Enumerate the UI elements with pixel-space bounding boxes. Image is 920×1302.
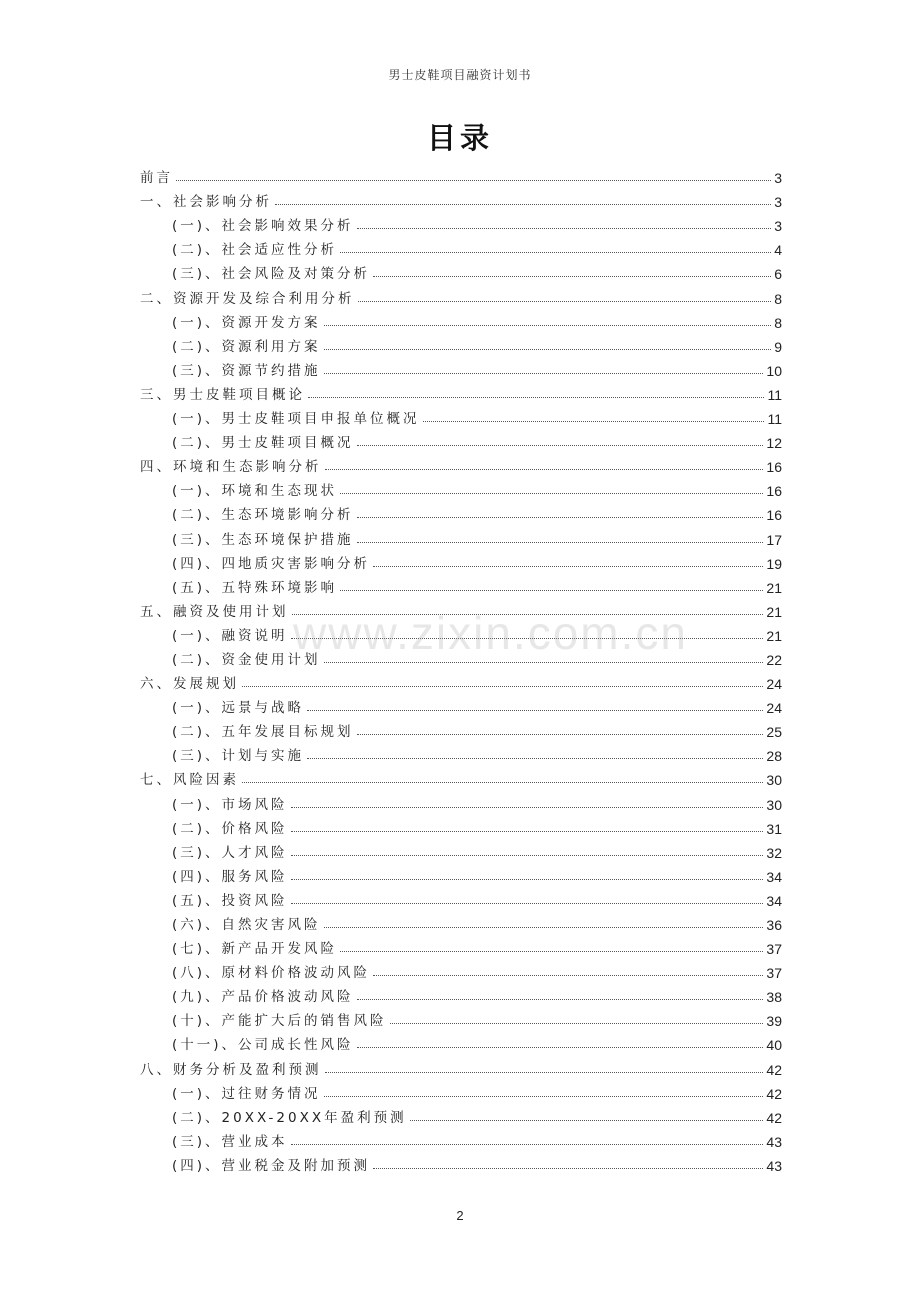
toc-entry-label: (二)、资源利用方案 [172,338,321,355]
toc-entry-label: (七)、新产品开发风险 [172,941,338,958]
toc-entry-page: 9 [774,338,782,355]
toc-entry-page: 34 [766,892,782,909]
toc-dot-leader [410,1120,764,1121]
toc-entry-page: 21 [766,579,782,596]
toc-entry-label: (一)、融资说明 [172,627,288,644]
toc-dot-leader [324,927,764,928]
toc-entry[interactable] [140,837,782,861]
toc-entry-label: (四)、服务风险 [172,868,288,885]
toc-entry-page: 4 [774,242,782,259]
toc-entry-label: (三)、计划与实施 [172,748,305,765]
toc-entry[interactable] [140,234,782,258]
toc-entry-page: 30 [766,772,782,789]
toc-entry[interactable] [140,258,782,282]
toc-entry-label: (二)、生态环境影响分析 [172,507,354,524]
toc-entry-label: (二)、男士皮鞋项目概况 [172,435,354,452]
toc-dot-leader [357,734,764,735]
toc-entry-page: 21 [766,603,782,620]
toc-dot-leader [357,228,772,229]
toc-entry-page: 11 [767,386,782,403]
toc-entry[interactable] [140,933,782,957]
toc-entry[interactable] [140,1053,782,1077]
toc-entry-page: 28 [766,748,782,765]
toc-dot-leader [176,180,771,181]
toc-entry[interactable] [140,692,782,716]
toc-dot-leader [307,710,763,711]
toc-entry-page: 25 [766,724,782,741]
toc-dot-leader [291,807,764,808]
toc-entry-label: 五、融资及使用计划 [140,603,289,620]
toc-entry-page: 42 [766,1061,782,1078]
toc-entry-page: 42 [766,1109,782,1126]
toc-entry[interactable] [140,307,782,331]
toc-entry-page: 24 [766,676,782,693]
toc-entry-label: (一)、远景与战略 [172,700,305,717]
toc-entry-label: (三)、营业成本 [172,1133,288,1150]
toc-dot-leader [340,493,763,494]
toc-entry-page: 21 [766,627,782,644]
toc-entry-label: (一)、环境和生态现状 [172,483,338,500]
toc-entry-page: 8 [774,314,782,331]
toc-dot-leader [373,566,763,567]
toc-entry[interactable] [140,331,782,355]
toc-entry[interactable] [140,885,782,909]
toc-dot-leader [357,542,764,543]
toc-entry-label: (二)、五年发展目标规划 [172,724,354,741]
toc-entry[interactable] [140,427,782,451]
toc-dot-leader [291,831,764,832]
toc-dot-leader [357,517,764,518]
toc-entry[interactable] [140,1029,782,1053]
toc-entry-page: 3 [774,218,782,235]
toc-entry-label: (四)、营业税金及附加预测 [172,1157,371,1174]
toc-entry[interactable] [140,813,782,837]
toc-entry[interactable] [140,1078,782,1102]
toc-entry[interactable] [140,957,782,981]
toc-entry[interactable] [140,355,782,379]
toc-dot-leader [242,782,763,783]
toc-entry-label: (一)、市场风险 [172,796,288,813]
toc-entry-label: (三)、人才风险 [172,844,288,861]
toc-dot-leader [307,758,763,759]
toc-entry-label: (一)、过往财务情况 [172,1085,321,1102]
toc-entry-label: (一)、男士皮鞋项目申报单位概况 [172,411,420,428]
toc-dot-leader [275,204,771,205]
toc-entry-page: 34 [766,868,782,885]
toc-entry[interactable] [140,451,782,475]
toc-entry[interactable] [140,548,782,572]
toc-entry[interactable] [140,716,782,740]
toc-dot-leader [340,252,771,253]
toc-entry-page: 17 [766,531,782,548]
toc-entry[interactable] [140,282,782,306]
toc-dot-leader [324,325,772,326]
toc-entry-page: 16 [766,483,782,500]
toc-entry-label: 二、资源开发及综合利用分析 [140,290,355,307]
toc-entry-page: 43 [766,1133,782,1150]
toc-entry-label: 七、风险因素 [140,772,239,789]
toc-entry-page: 31 [766,820,782,837]
toc-entry-label: 前言 [140,170,173,187]
toc-dot-leader [242,686,763,687]
toc-entry-label: (一)、资源开发方案 [172,314,321,331]
toc-entry[interactable] [140,909,782,933]
toc-entry-page: 8 [774,290,782,307]
toc-dot-leader [324,373,764,374]
toc-entry[interactable] [140,499,782,523]
toc-entry-page: 22 [766,651,782,668]
toc-entry-page: 43 [766,1157,782,1174]
toc-entry-label: (五)、投资风险 [172,892,288,909]
toc-entry-label: (五)、五特殊环境影响 [172,579,338,596]
toc-entry-label: (二)、20XX-20XX年盈利预测 [172,1109,407,1126]
toc-entry[interactable] [140,1150,782,1174]
toc-dot-leader [324,1096,764,1097]
toc-entry[interactable] [140,572,782,596]
toc-entry[interactable] [140,1005,782,1029]
toc-entry-page: 3 [774,194,782,211]
toc-dot-leader [325,469,764,470]
toc-entry-label: (十)、产能扩大后的销售风险 [172,1013,387,1030]
toc-entry-label: (四)、四地质灾害影响分析 [172,555,371,572]
toc-entry-label: (六)、自然灾害风险 [172,917,321,933]
toc-entry-label: (二)、价格风险 [172,820,288,837]
toc-entry[interactable] [140,475,782,499]
running-header: 男士皮鞋项目融资计划书 [388,68,532,82]
toc-entry-label: (二)、社会适应性分析 [172,242,338,259]
toc-entry-page: 30 [766,796,782,813]
toc-entry-label: (八)、原材料价格波动风险 [172,965,371,982]
toc-entry-page: 10 [766,362,782,379]
toc-dot-leader [423,421,765,422]
toc-dot-leader [358,301,772,302]
toc-entry[interactable] [140,788,782,812]
toc-entry-page: 11 [767,411,782,428]
toc-entry-page: 37 [766,965,782,982]
toc-dot-leader [373,276,771,277]
toc-entry-page: 38 [766,989,782,1006]
toc-dot-leader [373,975,763,976]
table-of-contents [140,162,782,1174]
toc-entry-label: 一、社会影响分析 [140,194,272,211]
toc-entry-page: 39 [766,1013,782,1030]
toc-entry[interactable] [140,403,782,427]
toc-entry[interactable] [140,861,782,885]
toc-entry-label: (三)、生态环境保护措施 [172,531,354,548]
page-number: 2 [456,1208,464,1223]
toc-entry-page: 24 [766,700,782,717]
toc-entry-label: (九)、产品价格波动风险 [172,989,354,1006]
toc-entry[interactable] [140,379,782,403]
toc-entry[interactable] [140,210,782,234]
toc-entry-label: 三、男士皮鞋项目概论 [140,386,305,403]
toc-entry[interactable] [140,668,782,692]
toc-entry-label: (三)、资源节约措施 [172,362,321,379]
toc-entry-page: 3 [774,170,782,187]
toc-entry[interactable] [140,162,782,186]
toc-entry-page: 12 [766,435,782,452]
toc-entry-page: 6 [774,266,782,283]
toc-entry-page: 36 [766,917,782,933]
toc-dot-leader [340,951,763,952]
toc-dot-leader [357,445,764,446]
toc-dot-leader [390,1023,764,1024]
toc-entry-page: 32 [766,844,782,861]
toc-entry-page: 16 [766,507,782,524]
toc-dot-leader [340,590,763,591]
toc-entry-page: 19 [766,555,782,572]
toc-entry[interactable] [140,1102,782,1126]
watermark: www.zixin.com.cn [293,607,688,659]
toc-entry[interactable] [140,981,782,1005]
toc-dot-leader [291,855,764,856]
toc-dot-leader [357,1047,764,1048]
toc-dot-leader [373,1168,763,1169]
toc-entry-label: (二)、资金使用计划 [172,651,321,668]
page-title: 目录 [426,121,493,155]
toc-dot-leader [291,903,764,904]
toc-entry-label: (一)、社会影响效果分析 [172,218,354,235]
toc-entry-label: 八、财务分析及盈利预测 [140,1061,322,1078]
toc-dot-leader [325,1072,764,1073]
toc-entry-label: (十一)、公司成长性风险 [172,1037,354,1054]
toc-entry[interactable] [140,186,782,210]
toc-dot-leader [324,349,772,350]
toc-dot-leader [308,397,764,398]
toc-dot-leader [324,662,764,663]
toc-dot-leader [357,999,764,1000]
toc-entry-label: 六、发展规划 [140,676,239,693]
toc-entry-page: 16 [766,459,782,476]
toc-entry[interactable] [140,523,782,547]
toc-entry[interactable] [140,764,782,788]
toc-entry-label: 四、环境和生态影响分析 [140,459,322,476]
toc-entry-label: (三)、社会风险及对策分析 [172,266,371,283]
toc-dot-leader [291,1144,764,1145]
toc-entry[interactable] [140,740,782,764]
toc-entry-page: 40 [766,1037,782,1054]
toc-entry-page: 37 [766,941,782,958]
toc-dot-leader [291,879,764,880]
toc-entry[interactable] [140,1126,782,1150]
toc-entry-page: 42 [766,1085,782,1102]
